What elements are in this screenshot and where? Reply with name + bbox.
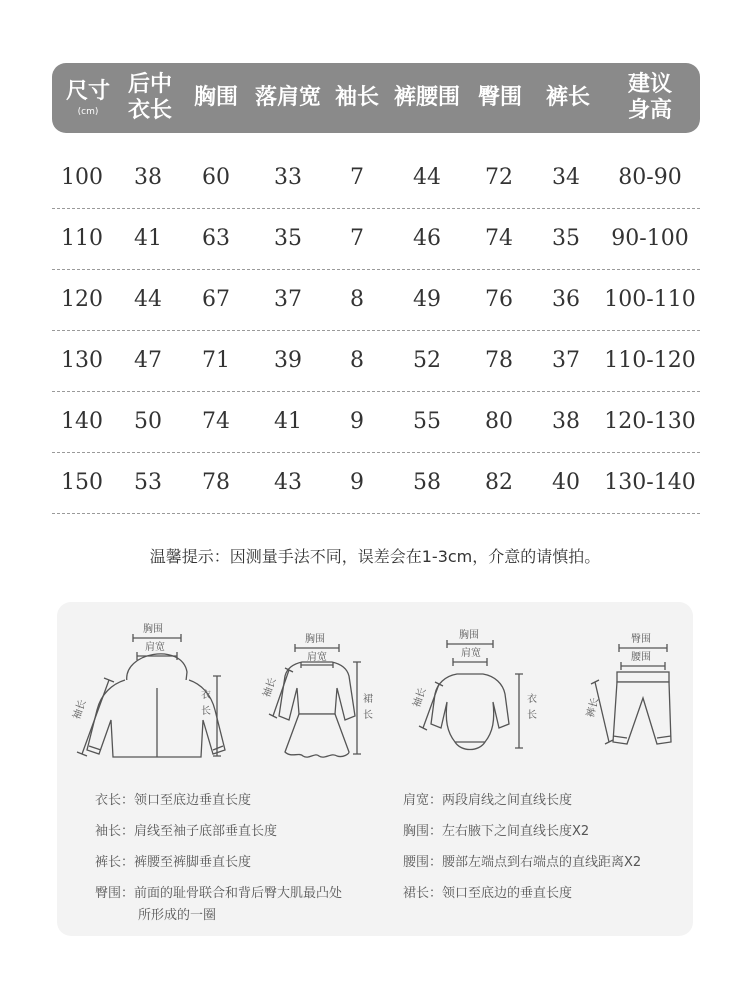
header-back-length-line1: 后中: [127, 72, 173, 97]
cell-waist: 49: [413, 286, 441, 312]
cell-size: 150: [61, 469, 103, 495]
header-size-unit: (cm): [77, 106, 99, 117]
table-row: [52, 331, 700, 392]
table-row: [52, 209, 700, 270]
jacket-sleeve-label: 袖长: [71, 698, 89, 722]
cell-sleeve: 8: [350, 286, 364, 312]
cell-height: 110-120: [604, 347, 696, 373]
romper-shoulder-label: 肩宽: [461, 648, 481, 659]
header-shoulder: 落肩宽: [254, 85, 322, 110]
definition-sleeve: 袖长：肩线至袖子底部垂直长度: [95, 824, 278, 839]
header-waist: 裤腰围: [393, 85, 461, 110]
cell-pants-length: 37: [552, 347, 580, 373]
table-row: [52, 270, 700, 331]
dress-skirt-label-2: 长: [363, 710, 373, 721]
dress-shoulder-label: 肩宽: [307, 652, 327, 663]
cell-chest: 71: [202, 347, 230, 373]
measurement-tip: 温馨提示：因测量手法不同，误差会在1-3cm，介意的请慎拍。: [149, 547, 601, 566]
header-size-label: 尺寸: [65, 78, 111, 104]
table-row: [52, 453, 700, 514]
cell-waist: 44: [413, 164, 441, 190]
measurement-guide-panel: [57, 602, 693, 936]
cell-sleeve: 9: [350, 408, 364, 434]
cell-height: 90-100: [611, 225, 689, 251]
cell-sleeve: 9: [350, 469, 364, 495]
table-row: [52, 392, 700, 453]
pants-waist-label: 腰围: [631, 652, 651, 663]
jacket-length-label-2: 长: [201, 706, 211, 717]
cell-height: 80-90: [618, 164, 682, 190]
definition-pants-length: 裤长：裤腰至裤脚垂直长度: [95, 855, 252, 870]
cell-hip: 80: [485, 408, 513, 434]
header-pants-length: 裤长: [545, 85, 591, 110]
definition-shoulder: 肩宽：两段肩线之间直线长度: [403, 793, 573, 808]
cell-pants-length: 38: [552, 408, 580, 434]
cell-chest: 60: [202, 164, 230, 190]
cell-size: 120: [61, 286, 103, 312]
dress-chest-label: 胸围: [305, 634, 325, 645]
jacket-chest-label: 胸围: [143, 624, 163, 635]
cell-pants-length: 34: [552, 164, 580, 190]
cell-chest: 78: [202, 469, 230, 495]
cell-back-length: 38: [134, 164, 162, 190]
cell-shoulder: 39: [274, 347, 302, 373]
cell-shoulder: 35: [274, 225, 302, 251]
definition-chest: 胸围：左右腋下之间直线长度X2: [403, 824, 590, 839]
header-back-length-line2: 衣长: [127, 98, 173, 123]
romper-length-label-1: 衣: [527, 694, 537, 705]
cell-shoulder: 37: [274, 286, 302, 312]
header-height-line2: 身高: [627, 98, 673, 123]
jacket-length-label-1: 衣: [201, 690, 211, 701]
cell-size: 110: [61, 225, 103, 251]
cell-waist: 58: [413, 469, 441, 495]
cell-sleeve: 7: [350, 225, 364, 251]
jacket-shoulder-label: 肩宽: [145, 642, 165, 653]
dress-skirt-label-1: 裙: [363, 694, 373, 705]
cell-pants-length: 36: [552, 286, 580, 312]
header-back-length: [128, 63, 172, 133]
cell-back-length: 53: [134, 469, 162, 495]
cell-pants-length: 40: [552, 469, 580, 495]
cell-hip: 72: [485, 164, 513, 190]
cell-height: 100-110: [604, 286, 696, 312]
cell-sleeve: 7: [350, 164, 364, 190]
romper-chest-label: 胸围: [459, 630, 479, 641]
cell-hip: 78: [485, 347, 513, 373]
size-table-header: [52, 63, 700, 133]
cell-shoulder: 41: [274, 408, 302, 434]
cell-size: 100: [61, 164, 103, 190]
cell-waist: 55: [413, 408, 441, 434]
dress-sleeve-label: 袖长: [261, 676, 279, 700]
cell-size: 140: [61, 408, 103, 434]
cell-back-length: 50: [134, 408, 162, 434]
cell-hip: 82: [485, 469, 513, 495]
definition-waist: 腰围：腰部左端点到右端点的直线距离X2: [403, 855, 642, 870]
cell-back-length: 44: [134, 286, 162, 312]
cell-shoulder: 43: [274, 469, 302, 495]
pants-length-label: 裤长: [585, 696, 602, 719]
cell-shoulder: 33: [274, 164, 302, 190]
cell-chest: 74: [202, 408, 230, 434]
table-row: [52, 148, 700, 209]
header-height-line1: 建议: [627, 72, 673, 97]
cell-size: 130: [61, 347, 103, 373]
cell-sleeve: 8: [350, 347, 364, 373]
pants-figure: [613, 672, 671, 744]
header-size: [66, 63, 110, 133]
romper-sleeve-label: 袖长: [411, 686, 429, 710]
header-height: [628, 63, 672, 133]
pants-hip-label: 臀围: [631, 634, 651, 645]
row-divider: [52, 513, 700, 514]
cell-chest: 63: [202, 225, 230, 251]
cell-back-length: 41: [134, 225, 162, 251]
cell-pants-length: 35: [552, 225, 580, 251]
header-chest: 胸围: [193, 85, 239, 110]
cell-waist: 46: [413, 225, 441, 251]
definition-length: 衣长：领口至底边垂直长度: [95, 793, 252, 808]
cell-hip: 76: [485, 286, 513, 312]
header-hip: 臀围: [477, 85, 523, 110]
cell-hip: 74: [485, 225, 513, 251]
definition-skirt-length: 裙长：领口至底边的垂直长度: [403, 886, 573, 901]
cell-back-length: 47: [134, 347, 162, 373]
cell-height: 120-130: [604, 408, 696, 434]
cell-chest: 67: [202, 286, 230, 312]
header-sleeve: 袖长: [334, 85, 380, 110]
dress-figure: [279, 662, 355, 757]
definition-hip: 臀围：前面的耻骨联合和背后臀大肌最凸处 所形成的一圈: [95, 886, 343, 923]
cell-waist: 52: [413, 347, 441, 373]
romper-length-label-2: 长: [527, 710, 537, 721]
cell-height: 130-140: [604, 469, 696, 495]
